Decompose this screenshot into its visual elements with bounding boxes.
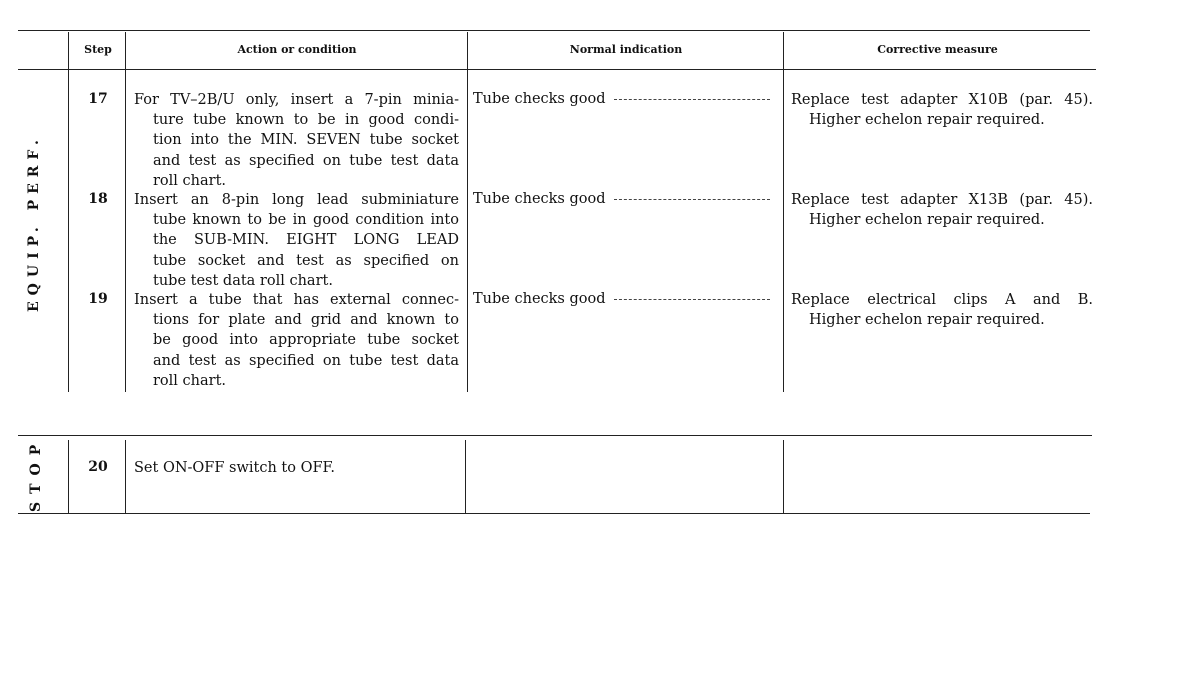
header-corrective: Corrective measure bbox=[877, 43, 998, 56]
step-number: 18 bbox=[88, 191, 108, 207]
dot-leader bbox=[614, 299, 770, 300]
col-divider-normal-left bbox=[465, 440, 466, 513]
corrective-step-17: Replace test adapter X10B (par. 45). Higher echelon repair required. bbox=[791, 92, 1093, 129]
action-text-step-18: Insert an 8-pin long lead subminiature tube known to be in good condition into the SUB-MIN. EIGHT LONG LEAD tube socket and test as specified on tube test data roll chart. bbox=[134, 192, 459, 289]
section-label-equip-perf: EQUIP. PERF. bbox=[26, 134, 42, 312]
normal-indication-step-19 bbox=[473, 291, 770, 307]
header-bottom-rule bbox=[18, 69, 1096, 70]
col-divider-step-left bbox=[68, 440, 69, 513]
normal-indication-step-17 bbox=[473, 91, 770, 107]
dot-leader bbox=[614, 199, 770, 200]
action-text-step-17: For TV–2B/U only, insert a 7-pin minia- ture tube known to be in good condi- tion into the MIN. SEVEN tube socket and test as specified on tube test data roll chart. bbox=[134, 92, 459, 189]
corrective-step-19: Replace electrical clips A and B. Higher echelon repair required. bbox=[791, 292, 1093, 329]
step-number: 20 bbox=[88, 459, 108, 475]
normal-text: Tube checks good bbox=[473, 291, 606, 307]
action-text-step-19: Insert a tube that has external connec- tions for plate and grid and known to be good into appropriate tube socket and test as specified on tube test data roll chart. bbox=[134, 292, 459, 389]
header-action: Action or condition bbox=[237, 43, 357, 56]
normal-indication-step-18 bbox=[473, 191, 770, 207]
header-step: Step bbox=[84, 43, 112, 56]
section-label-stop: STOP bbox=[28, 436, 44, 512]
stop-section-bottom-rule bbox=[18, 513, 1090, 514]
col-divider-corrective-left bbox=[783, 440, 784, 513]
stop-section-top-rule bbox=[18, 435, 1092, 436]
col-divider-action-left bbox=[125, 440, 126, 513]
step-number: 17 bbox=[88, 91, 108, 107]
col-divider-corrective-left bbox=[783, 32, 784, 392]
normal-text: Tube checks good bbox=[473, 191, 606, 207]
header-normal: Normal indication bbox=[569, 43, 683, 56]
col-divider-action-left bbox=[125, 32, 126, 392]
corrective-step-18: Replace test adapter X13B (par. 45). Higher echelon repair required. bbox=[791, 192, 1093, 229]
table-top-rule bbox=[18, 30, 1090, 31]
col-divider-step-left bbox=[68, 32, 69, 392]
dot-leader bbox=[614, 99, 770, 100]
col-divider-normal-left bbox=[467, 32, 468, 392]
action-text-step-20: Set ON-OFF switch to OFF. bbox=[134, 460, 335, 476]
normal-text: Tube checks good bbox=[473, 91, 606, 107]
step-number: 19 bbox=[88, 291, 108, 307]
